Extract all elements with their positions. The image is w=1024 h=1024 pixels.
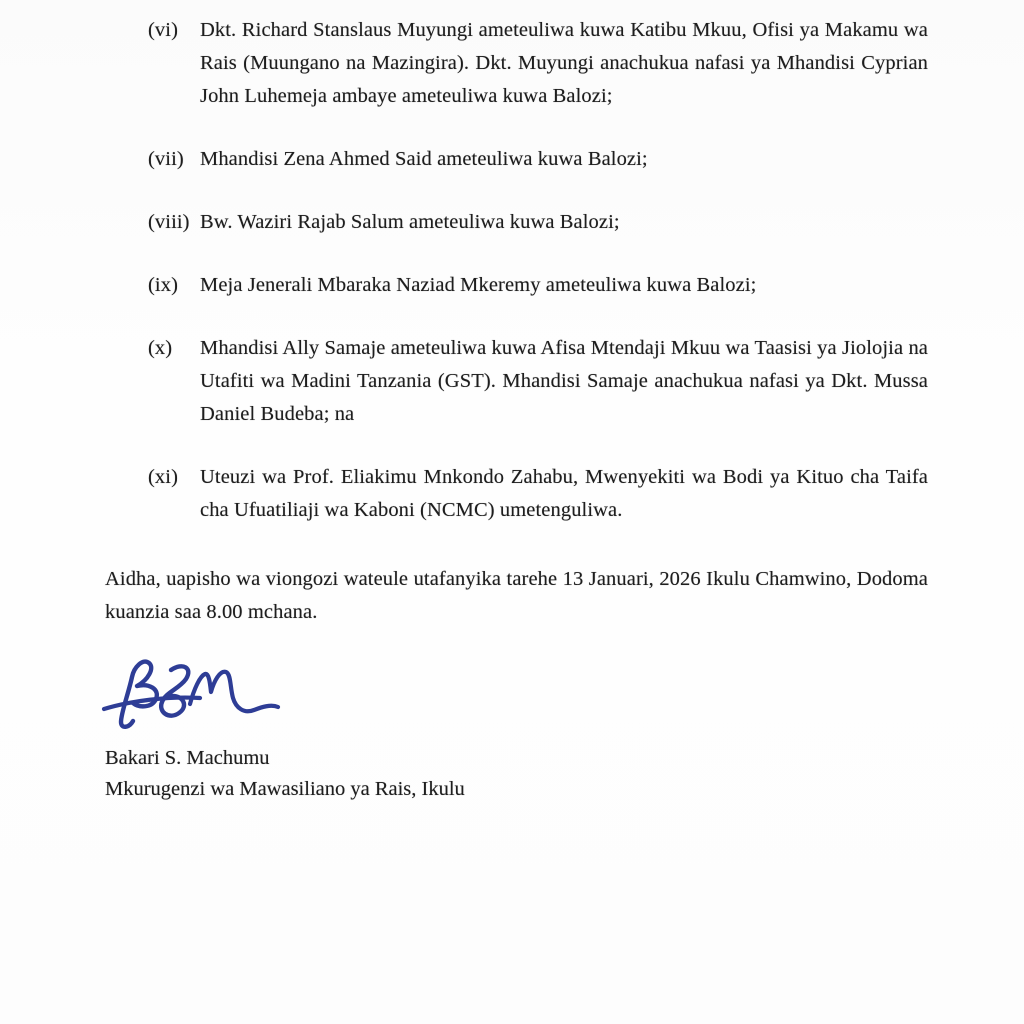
item-text: Mhandisi Ally Samaje ameteuliwa kuwa Afisa Mtendaji Mkuu wa Taasisi ya Jiolojia na Utafiti wa Madini Tanzania (GST). Mhandisi Samaje anachukua nafasi ya Dkt. Mussa Daniel Budeba; na	[200, 337, 928, 425]
list-item	[148, 269, 928, 302]
item-marker: (ix)	[148, 274, 178, 296]
item-text: Mhandisi Zena Ahmed Said ameteuliwa kuwa Balozi;	[200, 148, 648, 170]
item-text: Dkt. Richard Stanslaus Muyungi ameteuliwa kuwa Katibu Mkuu, Ofisi ya Makamu wa Rais (Muungano na Mazingira). Dkt. Muyungi anachukua nafasi ya Mhandisi Cyprian John Luhemeja ambaye ameteuliwa kuwa Balozi;	[200, 19, 928, 107]
list-item	[148, 206, 928, 239]
signatory-name: Bakari S. Machumu	[105, 747, 270, 769]
signatory-block	[105, 743, 928, 805]
item-marker: (x)	[148, 337, 173, 359]
item-marker: (vii)	[148, 148, 184, 170]
list-item	[148, 332, 928, 431]
item-text: Meja Jenerali Mbaraka Naziad Mkeremy ameteuliwa kuwa Balozi;	[200, 274, 757, 296]
item-marker: (xi)	[148, 466, 178, 488]
signatory-title: Mkurugenzi wa Mawasiliano ya Rais, Ikulu	[105, 778, 465, 800]
item-text: Bw. Waziri Rajab Salum ameteuliwa kuwa Balozi;	[200, 211, 620, 233]
list-item	[148, 143, 928, 176]
closing-paragraph: Aidha, uapisho wa viongozi wateule utafanyika tarehe 13 Januari, 2026 Ikulu Chamwino, Dodoma kuanzia saa 8.00 mchana.	[105, 568, 928, 623]
item-marker: (vi)	[148, 19, 178, 41]
item-text: Uteuzi wa Prof. Eliakimu Mnkondo Zahabu, Mwenyekiti wa Bodi ya Kituo cha Taifa cha Ufuatiliaji wa Kaboni (NCMC) umetenguliwa.	[200, 466, 928, 521]
signature-path	[190, 672, 278, 711]
list-item	[148, 461, 928, 527]
signature-path	[161, 666, 188, 715]
appointments-list	[148, 14, 928, 527]
signature-path	[121, 662, 157, 727]
list-item	[148, 14, 928, 113]
handwritten-signature-icon	[100, 655, 290, 739]
item-marker: (viii)	[148, 211, 190, 233]
signature-block	[100, 655, 290, 739]
